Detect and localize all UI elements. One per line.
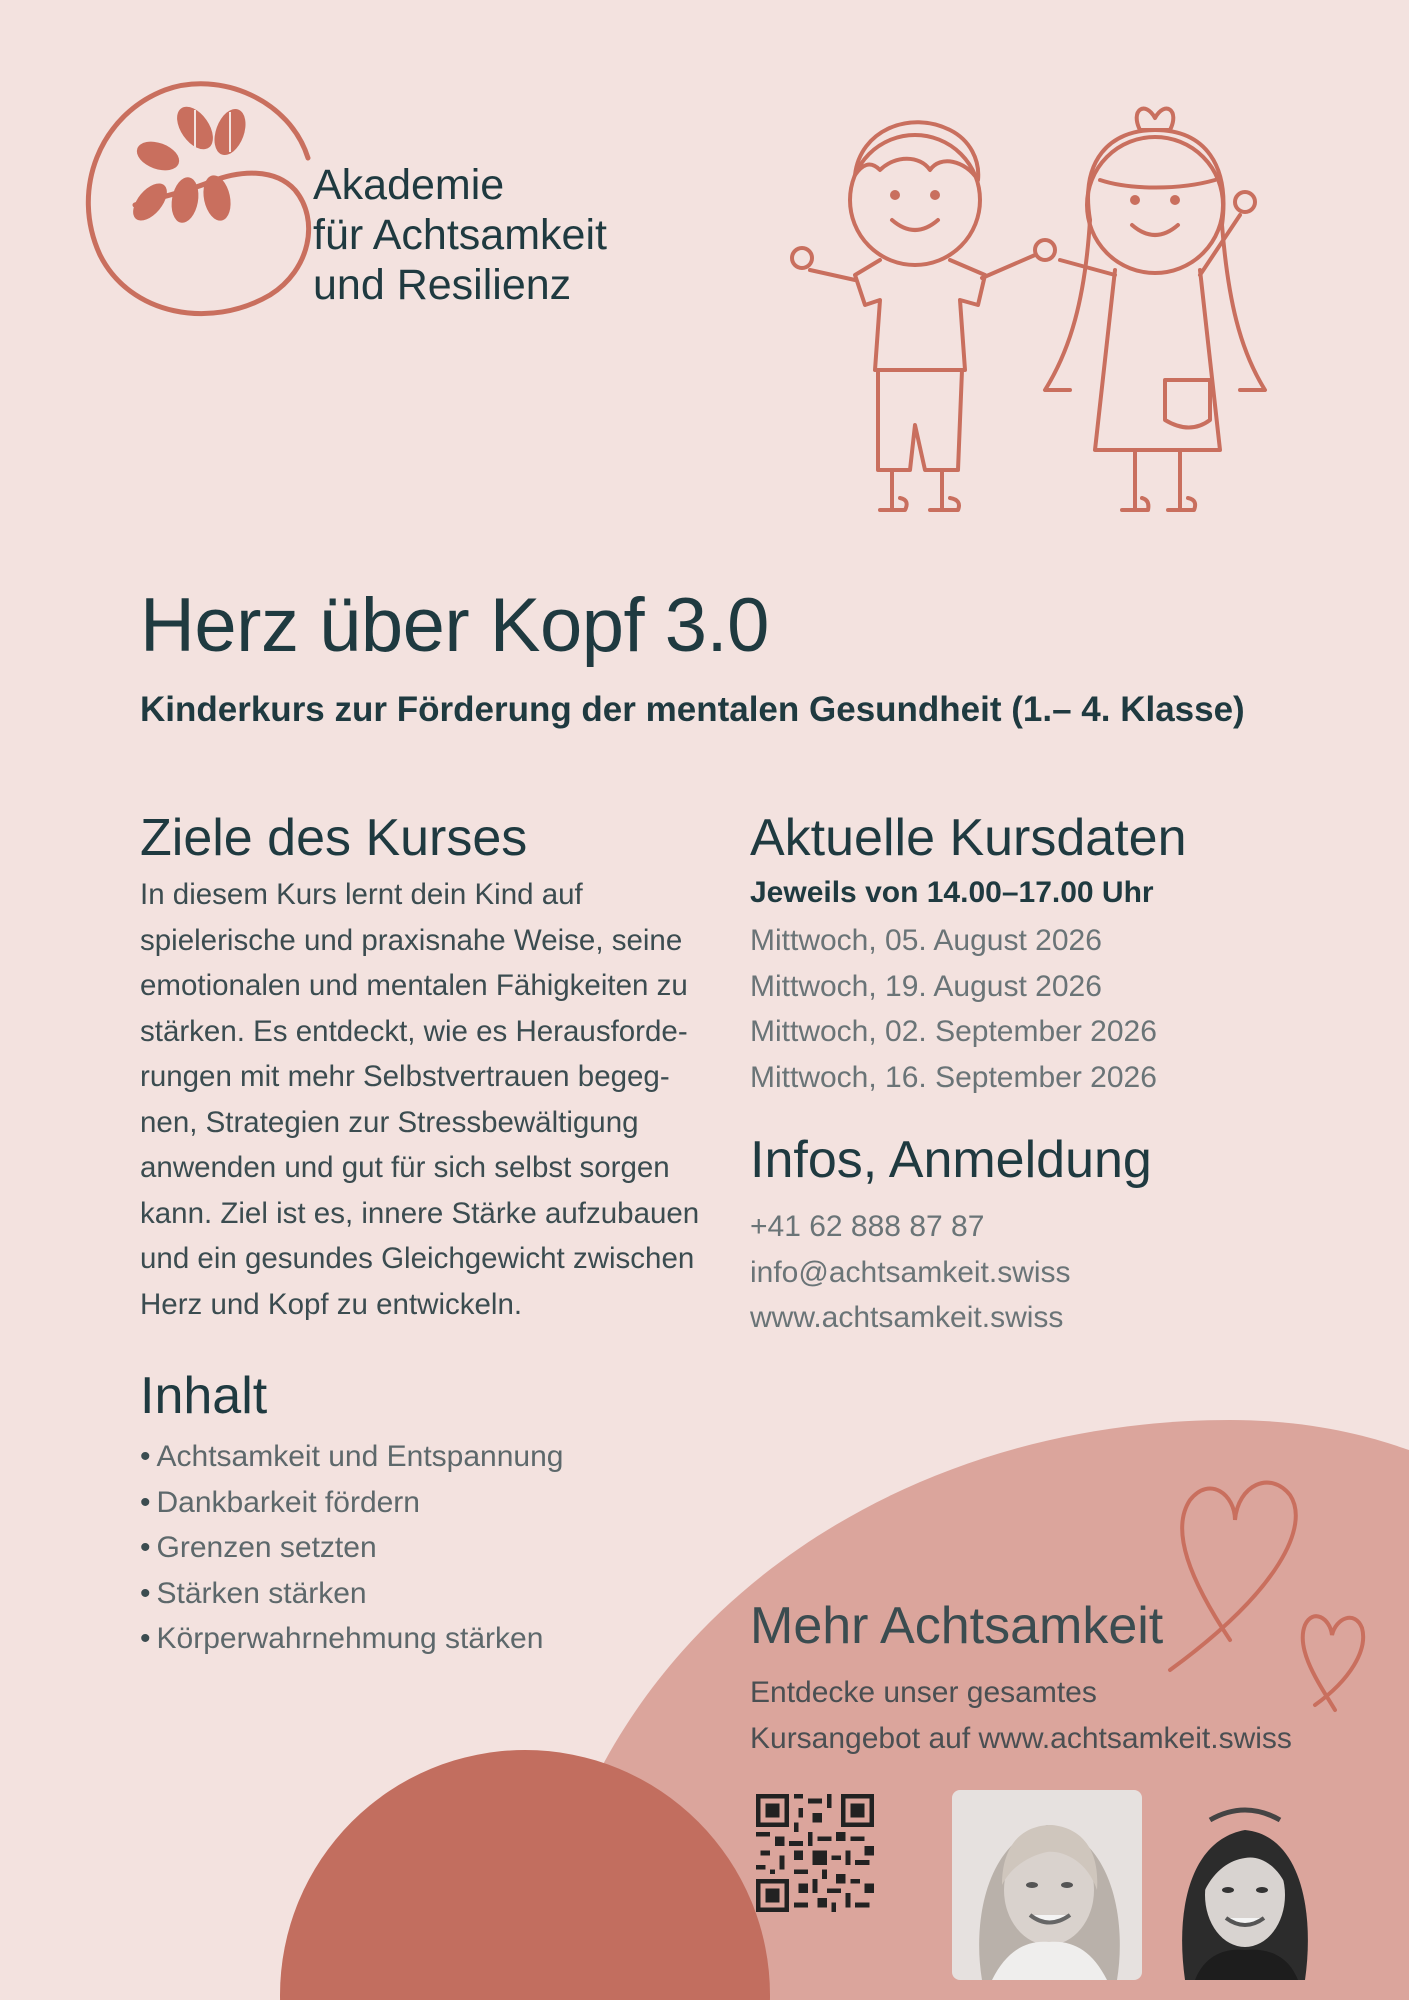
list-item: • Stärken stärken (140, 1571, 563, 1617)
contact-info (750, 1204, 1071, 1341)
page-subtitle: Kinderkurs zur Förderung der mentalen Gesundheit (1.– 4. Klasse) (140, 690, 1245, 729)
ziele-text (140, 872, 720, 1327)
ziele-line: Herz und Kopf zu entwickeln. (140, 1287, 523, 1321)
kursdaten-time: Jeweils von 14.00–17.00 Uhr (750, 876, 1154, 909)
page-title: Herz über Kopf 3.0 (140, 583, 769, 668)
kursdaten-heading: Aktuelle Kursdaten (750, 809, 1187, 867)
ziele-line: und ein gesundes Gleichgewicht zwischen (140, 1242, 695, 1275)
leaf-branch-circle-icon (70, 70, 330, 330)
inhalt-heading: Inhalt (140, 1367, 268, 1425)
ziele-line: spielerische und praxisnahe Weise, seine (140, 923, 683, 957)
logo-line-1: Akademie (313, 161, 505, 209)
infos-heading: Infos, Anmeldung (750, 1131, 1152, 1189)
academy-name (313, 160, 607, 310)
list-item: • Achtsamkeit und Entspannung (140, 1434, 563, 1480)
children-holding-hands-icon (770, 100, 1310, 540)
kursdaten-list (750, 918, 1157, 1100)
date-item: Mittwoch, 19. August 2026 (750, 969, 1102, 1003)
hearts-icon (1150, 1440, 1380, 1730)
date-item: Mittwoch, 05. August 2026 (750, 924, 1102, 957)
mehr-line-2: Kursangebot auf www.achtsamkeit.swiss (750, 1721, 1292, 1755)
website-link[interactable]: www.achtsamkeit.swiss (750, 1301, 1064, 1334)
qr-code-icon[interactable] (756, 1794, 874, 1912)
logo-line-3: und Resilienz (313, 261, 572, 309)
phone-link[interactable]: +41 62 888 87 87 (750, 1210, 985, 1243)
email-link[interactable]: info@achtsamkeit.swiss (750, 1255, 1071, 1289)
ziele-line: stärken. Es entdeckt, wie es Herausforde- (140, 1014, 688, 1048)
ziele-heading: Ziele des Kurses (140, 809, 528, 867)
ziele-line: rungen mit mehr Selbstvertrauen begeg- (140, 1060, 670, 1093)
date-item: Mittwoch, 16. September 2026 (750, 1060, 1157, 1094)
list-item: • Dankbarkeit fördern (140, 1480, 563, 1526)
list-item: • Grenzen setzten (140, 1525, 563, 1571)
portrait-photo (952, 1790, 1142, 1980)
mehr-line-1: Entdecke unser gesamtes (750, 1676, 1097, 1709)
ziele-line: kann. Ziel ist es, innere Stärke aufzubauen (140, 1196, 700, 1230)
ziele-line: nen, Strategien zur Stressbewältigung (140, 1105, 639, 1139)
list-item: • Körperwahrnehmung stärken (140, 1616, 563, 1662)
date-item: Mittwoch, 02. September 2026 (750, 1015, 1157, 1048)
mehr-heading: Mehr Achtsamkeit (750, 1597, 1164, 1655)
portrait-photo (1150, 1790, 1340, 1980)
ziele-line: anwenden und gut für sich selbst sorgen (140, 1151, 670, 1184)
inhalt-list (140, 1434, 563, 1662)
ziele-line: emotionalen und mentalen Fähigkeiten zu (140, 969, 688, 1002)
logo-line-2: für Achtsamkeit (313, 211, 607, 259)
ziele-line: In diesem Kurs lernt dein Kind auf (140, 878, 583, 911)
